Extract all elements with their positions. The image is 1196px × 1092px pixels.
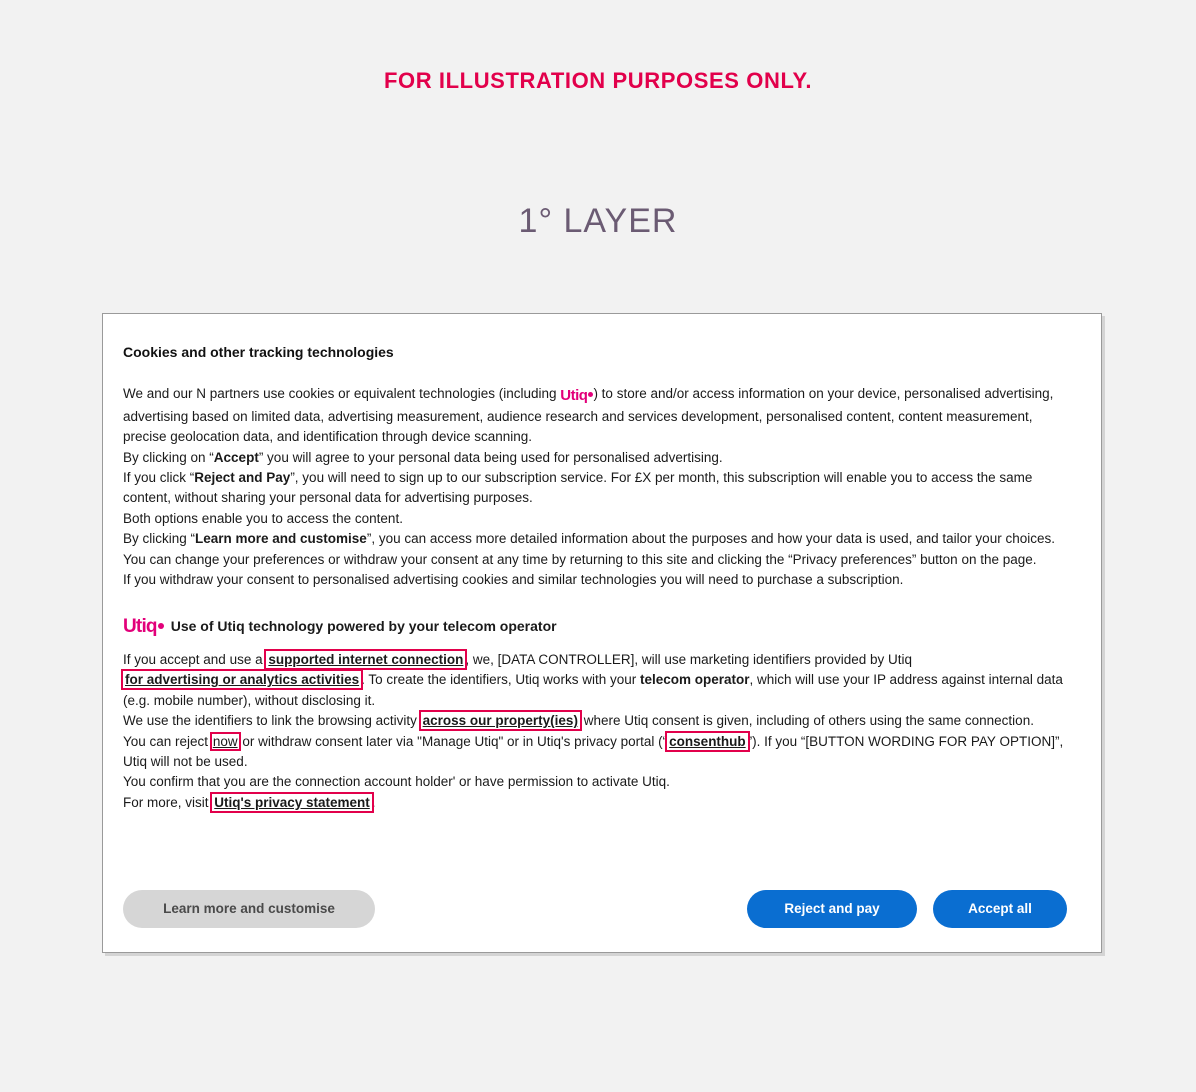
u3-text-b: or withdraw consent later via "Manage Utiq" or in Utiq's privacy portal (“ xyxy=(238,733,668,749)
paragraph-partners xyxy=(123,384,1067,447)
utiq-paragraph-reject xyxy=(123,732,1067,773)
cookie-consent-banner xyxy=(102,313,1102,953)
paragraph-learn-more xyxy=(123,529,1067,549)
paragraph-accept xyxy=(123,448,1067,468)
paragraph-withdraw-consent: If you withdraw your consent to personalised advertising cookies and similar technologies you will need to purchase a subscription. xyxy=(123,572,904,588)
link-reject-now[interactable]: now xyxy=(212,733,238,749)
u1-text-a: If you accept and use a xyxy=(123,651,267,667)
u1-text-d: , which will use your IP address against internal data (e.g. mobile number), without disclosing it. xyxy=(123,672,1063,708)
utiq-section-heading xyxy=(123,616,1067,636)
p3-bold: Reject and Pay xyxy=(194,470,291,486)
p2-bold: Accept xyxy=(213,449,259,465)
banner-content xyxy=(103,314,1101,813)
page-title: 1° LAYER xyxy=(518,202,678,240)
reject-and-pay-button[interactable]: Reject and pay xyxy=(747,890,917,928)
p1-text-b: ) to store and/or access information on your device, personalised advertising, advertising based on limited data, advertising measurement, audience research and services development, personalised content, content measurement, precise geolocation data, and identification through device scanning. xyxy=(123,386,1054,445)
utiq-section-heading-text: Use of Utiq technology powered by your telecom operator xyxy=(170,618,557,635)
utiq-logo-icon: Utiq xyxy=(123,617,164,636)
illustration-note: FOR ILLUSTRATION PURPOSES ONLY. xyxy=(383,68,813,93)
utiq-paragraph-account-holder: You confirm that you are the connection account holder' or have permission to activate Utiq. xyxy=(123,774,670,790)
u2-text-b: where Utiq consent is given, including of others using the same connection. xyxy=(579,713,1034,729)
u3-text-c: ”). If you “[BUTTON WORDING FOR PAY OPTION]”, Utiq will not be used. xyxy=(123,733,1064,769)
link-utiq-privacy-statement[interactable]: Utiq's privacy statement xyxy=(214,794,370,810)
u5-text-a: For more, visit xyxy=(123,794,213,810)
accept-all-button[interactable]: Accept all xyxy=(933,890,1067,928)
banner-buttons xyxy=(103,890,1101,928)
banner-heading: Cookies and other tracking technologies xyxy=(123,344,394,360)
paragraph-reject-pay xyxy=(123,468,1067,509)
p3-text-a: If you click “ xyxy=(123,470,195,486)
u1-text-b: , we, [DATA CONTROLLER], will use marketing identifiers provided by Utiq xyxy=(465,651,913,667)
link-supported-internet-connection[interactable]: supported internet connection xyxy=(268,651,464,667)
paragraph-both-options: Both options enable you to access the content. xyxy=(123,510,403,526)
utiq-paragraph-more-info xyxy=(123,793,1067,813)
u2-text-a: We use the identifiers to link the browsing activity xyxy=(123,713,421,729)
p5-bold: Learn more and customise xyxy=(195,531,367,547)
utiq-paragraph-browsing-activity xyxy=(123,711,1067,731)
link-across-our-properties[interactable]: across our property(ies) xyxy=(422,713,578,729)
u1-bold-telecom-operator: telecom operator xyxy=(639,672,750,688)
link-for-advertising-or-analytics-activities[interactable]: for advertising or analytics activities xyxy=(125,672,360,688)
paragraph-change-preferences: You can change your preferences or withdraw your consent at any time by returning to this site and clicking the “Privacy preferences” button on the page. xyxy=(123,551,1037,567)
p2-text-b: ” you will agree to your personal data being used for personalised advertising. xyxy=(258,449,723,465)
learn-more-button[interactable]: Learn more and customise xyxy=(123,890,375,928)
p3-text-b: ”, you will need to sign up to our subscription service. For £X per month, this subscription will enable you to access the same content, without sharing your personal data for advertising purposes. xyxy=(123,470,1033,506)
p2-text-a: By clicking on “ xyxy=(123,449,214,465)
utiq-paragraph-identifiers xyxy=(123,650,1067,711)
u5-text-b: . xyxy=(371,794,376,810)
utiq-logo-icon: Utiq xyxy=(560,386,593,406)
link-consenthub[interactable]: consenthub xyxy=(669,733,746,749)
p1-text-a: We and our N partners use cookies or equivalent technologies (including xyxy=(123,386,561,402)
u3-text-a: You can reject xyxy=(123,733,212,749)
p5-text-b: ”, you can access more detailed information about the purposes and how your data is used, and tailor your choices. xyxy=(366,531,1055,547)
p5-text-a: By clicking “ xyxy=(123,531,196,547)
utiq-section xyxy=(123,616,1067,813)
u1-text-c: . To create the identifiers, Utiq works with your xyxy=(361,672,640,688)
